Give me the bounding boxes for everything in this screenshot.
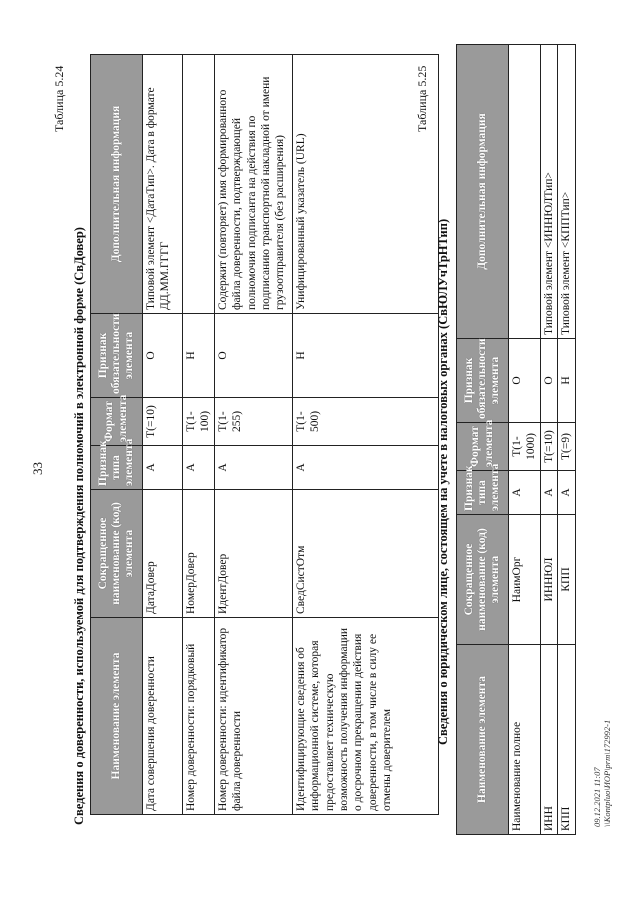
cell-type: А	[558, 471, 575, 515]
table-caption-1: Сведения о доверенности, используемой для подтверждения полномочий в электронной форме (СвДовер)	[72, 227, 86, 825]
table-row	[214, 55, 292, 815]
cell-format: T(1-500)	[292, 398, 438, 446]
table-caption-2: Сведения о юридическом лице, состоящем на учете в налоговых органах (СвЮЛУчТрНТип)	[436, 218, 450, 745]
header-element-type: Признак типа элемента	[457, 471, 509, 515]
cell-format: T(1-100)	[183, 398, 215, 446]
cell-name: Номер доверенности: порядковый	[183, 618, 215, 815]
legal-entity-table	[456, 44, 576, 835]
cell-format: T(1-255)	[214, 398, 292, 446]
header-element-required: Признак обязательности элемента	[91, 314, 143, 398]
table-row	[292, 55, 438, 815]
stamp-date: 09.12.2021 11:07	[592, 767, 602, 827]
header-additional-info: Дополнительная информация	[457, 45, 509, 339]
cell-type: А	[143, 446, 183, 490]
cell-required: О	[509, 339, 541, 423]
cell-required: Н	[183, 314, 215, 398]
cell-name: Наименование полное	[509, 645, 541, 835]
power-of-attorney-table	[90, 54, 439, 815]
table-number-2: Таблица 5.25	[415, 65, 429, 132]
cell-name: ИНН	[540, 645, 557, 835]
cell-code: НомерДовер	[183, 490, 215, 618]
table-row	[183, 55, 215, 815]
cell-info: Типовой элемент <ДатаТип>. Дата в формате ДД.ММ.ГГГГ	[143, 55, 183, 314]
stamp-path: \\Kontpluo\ИОР\prm\172992-1	[602, 719, 613, 827]
header-element-name: Наименование элемента	[457, 645, 509, 835]
cell-code: КПП	[558, 515, 575, 645]
page-number: 33	[30, 462, 45, 475]
header-element-format: Формат элемента	[91, 398, 143, 446]
cell-info	[183, 55, 215, 314]
cell-name: Дата совершения доверенности	[143, 618, 183, 815]
cell-info: Типовой элемент <КППТип>	[558, 45, 575, 339]
cell-format: T(=10)	[540, 423, 557, 471]
cell-required: О	[143, 314, 183, 398]
cell-info: Унифицированный указатель (URL)	[292, 55, 438, 314]
header-element-required: Признак обязательности элемента	[457, 339, 509, 423]
cell-type: А	[214, 446, 292, 490]
cell-format: T(=9)	[558, 423, 575, 471]
cell-name: Номер доверенности: идентификатор файла доверенности	[214, 618, 292, 815]
print-stamp	[592, 720, 612, 827]
cell-required: Н	[558, 339, 575, 423]
cell-name: КПП	[558, 645, 575, 835]
header-element-type: Признак типа элемента	[91, 446, 143, 490]
cell-code: НаимОрг	[509, 515, 541, 645]
cell-code: ИдентДовер	[214, 490, 292, 618]
header-additional-info: Дополнительная информация	[91, 55, 143, 314]
cell-type: А	[509, 471, 541, 515]
cell-name: Идентифицирующие сведения об информационной системе, которая предоставляет техническую возможность получения информации о досрочном прекращении действия доверенности, в том числе в силу ее отмены доверителем	[292, 618, 438, 815]
cell-type: А	[540, 471, 557, 515]
table-row	[509, 45, 541, 835]
cell-code: ИННЮЛ	[540, 515, 557, 645]
cell-type: А	[292, 446, 438, 490]
table-number-1: Таблица 5.24	[52, 65, 66, 132]
table-row	[143, 55, 183, 815]
cell-info	[509, 45, 541, 339]
cell-format: T(1-1000)	[509, 423, 541, 471]
table-row	[558, 45, 575, 835]
cell-format: T(=10)	[143, 398, 183, 446]
cell-required: О	[540, 339, 557, 423]
table-row	[540, 45, 557, 835]
cell-required: О	[214, 314, 292, 398]
cell-info: Содержит (повторяет) имя сформированного файла доверенности, подтверждающей полномочия подписанта на действия по подписанию транспортной накладной от имени грузоотправителя (без расширения)	[214, 55, 292, 314]
cell-code: СведСистОтм	[292, 490, 438, 618]
cell-info: Типовой элемент <ИННЮЛТип>	[540, 45, 557, 339]
header-element-code: Сокращенное наименование (код) элемента	[91, 490, 143, 618]
header-element-code: Сокращенное наименование (код) элемента	[457, 515, 509, 645]
header-element-format: Формат элемента	[457, 423, 509, 471]
cell-code: ДатаДовер	[143, 490, 183, 618]
header-element-name: Наименование элемента	[91, 618, 143, 815]
cell-required: Н	[292, 314, 438, 398]
cell-type: А	[183, 446, 215, 490]
